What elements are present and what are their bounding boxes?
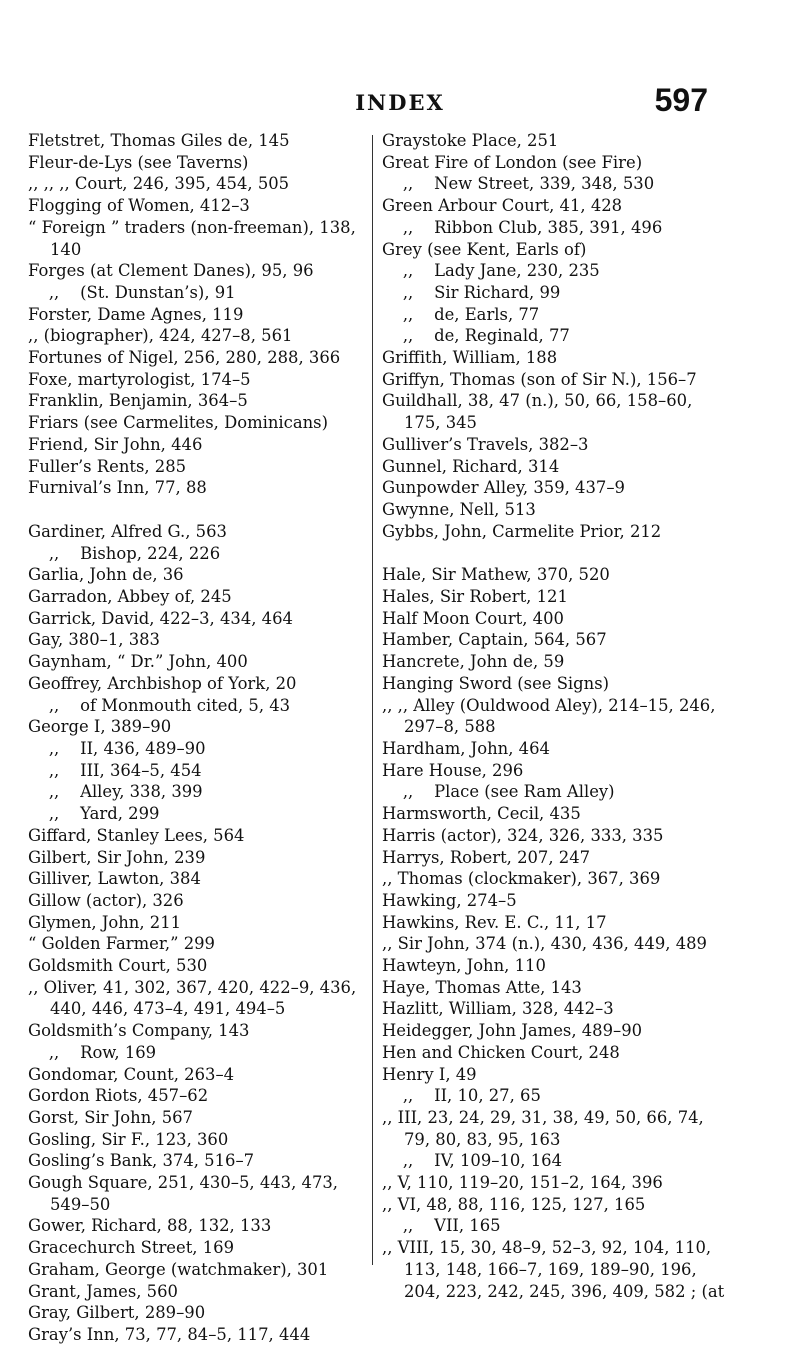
index-entry: ,, VII, 165 bbox=[382, 1216, 501, 1236]
index-entry: ,, II, 10, 27, 65 bbox=[382, 1086, 541, 1106]
index-entry: Garradon, Abbey of, 245 bbox=[28, 587, 232, 607]
index-entry: Geoffrey, Archbishop of York, 20 bbox=[28, 673, 297, 693]
index-entry: ,, (St. Dunstan’s), 91 bbox=[28, 282, 236, 302]
index-entry: Harris (actor), 324, 326, 333, 335 bbox=[382, 825, 664, 845]
index-entry: ,, Lady Jane, 230, 235 bbox=[382, 261, 600, 281]
index-entry: Goldsmith Court, 530 bbox=[28, 956, 208, 976]
index-entry: Gunnel, Richard, 314 bbox=[382, 456, 560, 476]
index-entry: ,, II, 436, 489–90 bbox=[28, 738, 206, 758]
index-entry: ,, Sir John, 374 (n.), 430, 436, 449, 489 bbox=[382, 934, 707, 954]
index-entry: Henry I, 49 bbox=[382, 1064, 477, 1084]
index-entry: Giffard, Stanley Lees, 564 bbox=[28, 825, 245, 845]
index-entry: ,, Row, 169 bbox=[28, 1042, 157, 1062]
column-divider bbox=[372, 135, 373, 1265]
index-entry: Hancrete, John de, 59 bbox=[382, 652, 565, 672]
index-entry: ,, III, 23, 24, 29, 31, 38, 49, 50, 66, 74, 79, 80, 83, 95, 163 bbox=[382, 1107, 704, 1149]
index-entry: Hale, Sir Mathew, 370, 520 bbox=[382, 565, 610, 585]
index-entry: Haye, Thomas Atte, 143 bbox=[382, 977, 582, 997]
index-entry: Griffith, William, 188 bbox=[382, 348, 558, 368]
index-entry: ,, VIII, 15, 30, 48–9, 52–3, 92, 104, 110, 113, 148, 166–7, 169, 189–90, 196, 204, 223, 242, 245, 396, 409, 582 ; (at bbox=[382, 1238, 725, 1301]
index-entry: Heidegger, John James, 489–90 bbox=[382, 1021, 643, 1041]
index-entry: Forster, Dame Agnes, 119 bbox=[28, 304, 244, 324]
index-entry: ,, VI, 48, 88, 116, 125, 127, 165 bbox=[382, 1194, 646, 1214]
index-entry: Gilbert, Sir John, 239 bbox=[28, 847, 206, 867]
index-entry: Gwynne, Nell, 513 bbox=[382, 499, 536, 519]
index-entry: Gordon Riots, 457–62 bbox=[28, 1086, 209, 1106]
page-header bbox=[0, 82, 800, 122]
index-entry: Gybbs, John, Carmelite Prior, 212 bbox=[382, 521, 662, 541]
index-entry: ,, IV, 109–10, 164 bbox=[382, 1151, 563, 1171]
index-entry: ,, Alley, 338, 399 bbox=[28, 782, 203, 802]
index-entry: Gondomar, Count, 263–4 bbox=[28, 1064, 235, 1084]
page-title: INDEX bbox=[355, 90, 445, 115]
index-entry: “ Foreign ” traders (non-freeman), 138, 140 bbox=[28, 217, 356, 259]
index-entry: ,, ,, ,, Court, 246, 395, 454, 505 bbox=[28, 174, 290, 194]
index-entry: Franklin, Benjamin, 364–5 bbox=[28, 391, 248, 411]
index-entry: Gunpowder Alley, 359, 437–9 bbox=[382, 478, 625, 498]
index-column-right bbox=[382, 130, 727, 1302]
index-entry: ,, Bishop, 224, 226 bbox=[28, 543, 221, 563]
index-entry: Gray’s Inn, 73, 77, 84–5, 117, 444 bbox=[28, 1324, 311, 1344]
index-entry: Friend, Sir John, 446 bbox=[28, 434, 203, 454]
index-entry: Half Moon Court, 400 bbox=[382, 608, 564, 628]
index-entry: Hazlitt, William, 328, 442–3 bbox=[382, 999, 614, 1019]
index-entry: Foxe, martyrologist, 174–5 bbox=[28, 369, 251, 389]
index-entry: Gosling, Sir F., 123, 360 bbox=[28, 1129, 229, 1149]
index-entry: Flogging of Women, 412–3 bbox=[28, 196, 250, 216]
index-entry: Gaynham, “ Dr.” John, 400 bbox=[28, 652, 248, 672]
index-entry: Gardiner, Alfred G., 563 bbox=[28, 521, 227, 541]
index-entry: Glymen, John, 211 bbox=[28, 912, 182, 932]
index-entry: Fletstret, Thomas Giles de, 145 bbox=[28, 131, 290, 150]
index-entry: Griffyn, Thomas (son of Sir N.), 156–7 bbox=[382, 369, 697, 389]
index-entry: Fleur-de-Lys (see Taverns) bbox=[28, 152, 249, 172]
index-column-left bbox=[28, 130, 373, 1346]
index-entry: Hawteyn, John, 110 bbox=[382, 956, 546, 976]
index-entry: Gracechurch Street, 169 bbox=[28, 1238, 234, 1258]
index-entry: Hanging Sword (see Signs) bbox=[382, 673, 610, 693]
index-entry: Hardham, John, 464 bbox=[382, 738, 550, 758]
index-entry: Harrys, Robert, 207, 247 bbox=[382, 847, 591, 867]
index-entry: ,, Sir Richard, 99 bbox=[382, 282, 561, 302]
index-entry: Graham, George (watchmaker), 301 bbox=[28, 1259, 329, 1279]
index-entry: ,, Ribbon Club, 385, 391, 496 bbox=[382, 217, 663, 237]
index-entry: Goldsmith’s Company, 143 bbox=[28, 1021, 250, 1041]
index-entry: Hamber, Captain, 564, 567 bbox=[382, 630, 607, 650]
index-entry: Hen and Chicken Court, 248 bbox=[382, 1042, 620, 1062]
index-entry: ,, Oliver, 41, 302, 367, 420, 422–9, 436, 440, 446, 473–4, 491, 494–5 bbox=[28, 977, 357, 1019]
index-entry: Friars (see Carmelites, Dominicans) bbox=[28, 413, 328, 433]
index-entry: Harmsworth, Cecil, 435 bbox=[382, 804, 581, 824]
index-entry: ,, (biographer), 424, 427–8, 561 bbox=[28, 326, 293, 346]
index-entry: George I, 389–90 bbox=[28, 717, 172, 737]
page-number: 597 bbox=[654, 82, 708, 118]
index-entry: Grey (see Kent, Earls of) bbox=[382, 239, 587, 259]
index-entry: Fuller’s Rents, 285 bbox=[28, 456, 187, 476]
index-entry: Gray, Gilbert, 289–90 bbox=[28, 1303, 206, 1323]
index-entry: Guildhall, 38, 47 (n.), 50, 66, 158–60, 175, 345 bbox=[382, 391, 693, 433]
index-entry: Gorst, Sir John, 567 bbox=[28, 1107, 193, 1127]
index-entry: Fortunes of Nigel, 256, 280, 288, 366 bbox=[28, 348, 341, 368]
index-entry: ,, of Monmouth cited, 5, 43 bbox=[28, 695, 291, 715]
index-entry: Hare House, 296 bbox=[382, 760, 524, 780]
index-entry: Hawking, 274–5 bbox=[382, 890, 517, 910]
index-entry: ,, de, Earls, 77 bbox=[382, 304, 540, 324]
index-entry: Gay, 380–1, 383 bbox=[28, 630, 160, 650]
index-entry: Furnival’s Inn, 77, 88 bbox=[28, 478, 207, 498]
index-entry: Garlia, John de, 36 bbox=[28, 565, 184, 585]
index-entry: Gilliver, Lawton, 384 bbox=[28, 869, 201, 889]
index-entry: Green Arbour Court, 41, 428 bbox=[382, 196, 623, 216]
index-entry: ,, New Street, 339, 348, 530 bbox=[382, 174, 655, 194]
index-entry: Graystoke Place, 251 bbox=[382, 131, 559, 150]
index-entry: ,, V, 110, 119–20, 151–2, 164, 396 bbox=[382, 1173, 663, 1193]
index-entry: Gower, Richard, 88, 132, 133 bbox=[28, 1216, 272, 1236]
index-entry: Gulliver’s Travels, 382–3 bbox=[382, 434, 589, 454]
index-entry: ,, Place (see Ram Alley) bbox=[382, 782, 615, 802]
index-entry: ,, III, 364–5, 454 bbox=[28, 760, 202, 780]
index-entry: Great Fire of London (see Fire) bbox=[382, 152, 643, 172]
index-entry: Grant, James, 560 bbox=[28, 1281, 178, 1301]
index-entry: Gillow (actor), 326 bbox=[28, 890, 184, 910]
index-entry: Hales, Sir Robert, 121 bbox=[382, 587, 568, 607]
index-entry: Gough Square, 251, 430–5, 443, 473, 549–50 bbox=[28, 1173, 339, 1214]
index-entry: Forges (at Clement Danes), 95, 96 bbox=[28, 261, 314, 281]
index-entry: “ Golden Farmer,” 299 bbox=[28, 934, 215, 954]
index-entry: Hawkins, Rev. E. C., 11, 17 bbox=[382, 912, 607, 932]
index-entry: ,, ,, Alley (Ouldwood Aley), 214–15, 246, 297–8, 588 bbox=[382, 695, 716, 737]
index-entry: ,, Thomas (clockmaker), 367, 369 bbox=[382, 869, 661, 889]
index-entry: ,, Yard, 299 bbox=[28, 804, 160, 824]
index-entry: Gosling’s Bank, 374, 516–7 bbox=[28, 1151, 255, 1171]
index-entry: Garrick, David, 422–3, 434, 464 bbox=[28, 608, 293, 628]
index-entry: ,, de, Reginald, 77 bbox=[382, 326, 570, 346]
